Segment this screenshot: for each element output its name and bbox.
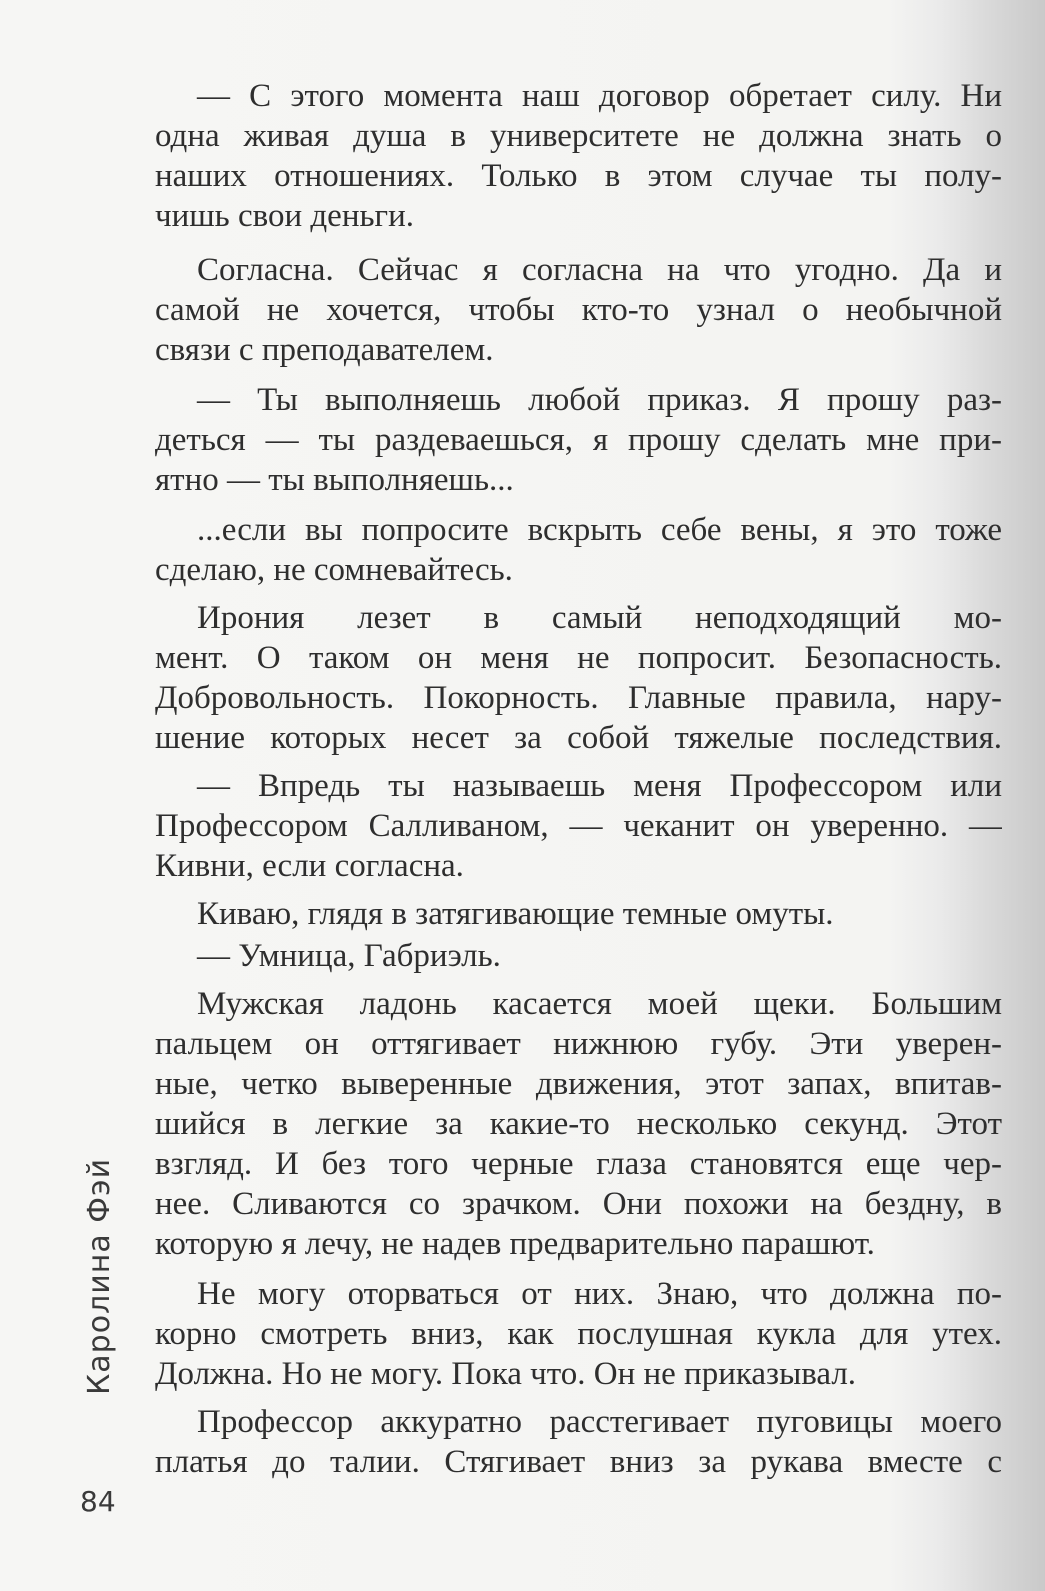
text-line: одна живая душа в университете не должна знать о [155, 118, 1002, 154]
text-line: мент. О таком он меня не попросит. Безопасность. [155, 640, 1002, 676]
text-line: корно смотреть вниз, как послушная кукла для утех. [155, 1316, 1002, 1352]
text-line: нее. Сливаются со зрачком. Они похожи на бездну, в [155, 1186, 1002, 1222]
text-line: ...если вы попросите вскрыть себе вены, я это тоже [197, 512, 1002, 548]
text-line: связи с преподавателем. [155, 332, 494, 368]
text-line: Профессор аккуратно расстегивает пуговицы моего [197, 1404, 1002, 1440]
text-line: пальцем он оттягивает нижнюю губу. Эти уверен- [155, 1026, 1002, 1062]
text-line: ные, четко выверенные движения, этот запах, впитав- [155, 1066, 1002, 1102]
text-line: платья до талии. Стягивает вниз за рукава вместе с [155, 1444, 1002, 1480]
text-line: сделаю, не сомневайтесь. [155, 552, 513, 588]
text-line: шийся в легкие за какие-то несколько секунд. Этот [155, 1106, 1002, 1142]
text-line: шение которых несет за собой тяжелые последствия. [155, 720, 1002, 756]
text-line: Киваю, глядя в затягивающие темные омуты. [197, 896, 834, 932]
text-line: наших отношениях. Только в этом случае ты полу- [155, 158, 1002, 194]
text-line: которую я лечу, не надев предварительно парашют. [155, 1226, 875, 1262]
text-line: Кивни, если согласна. [155, 848, 464, 884]
text-line: Добровольность. Покорность. Главные правила, нару- [155, 680, 1002, 716]
text-line: — Умница, Габриэль. [197, 938, 501, 974]
text-line: — Впредь ты называешь меня Профессором или [197, 768, 1002, 804]
text-line: Должна. Но не могу. Пока что. Он не приказывал. [155, 1356, 857, 1392]
text-line: самой не хочется, чтобы кто-то узнал о необычной [155, 292, 1002, 328]
running-head-author: Каролина Фэй [82, 1157, 117, 1395]
text-line: — Ты выполняешь любой приказ. Я прошу раз- [197, 382, 1002, 418]
text-line: Не могу оторваться от них. Знаю, что должна по- [197, 1276, 1002, 1312]
text-line: деться — ты раздеваешься, я прошу сделать мне при- [155, 422, 1002, 458]
text-line: взгляд. И без того черные глаза становятся еще чер- [155, 1146, 1002, 1182]
text-line: ятно — ты выполняешь... [155, 462, 514, 498]
text-line: Согласна. Сейчас я согласна на что угодно. Да и [197, 252, 1002, 288]
text-line: Профессором Салливаном, — чеканит он уверенно. — [155, 808, 1002, 844]
text-line: чишь свои деньги. [155, 198, 414, 234]
text-line: Мужская ладонь касается моей щеки. Большим [197, 986, 1002, 1022]
page-number: 84 [80, 1485, 116, 1518]
text-line: Ирония лезет в самый неподходящий мо- [197, 600, 1002, 636]
text-line: — С этого момента наш договор обретает силу. Ни [197, 78, 1002, 114]
